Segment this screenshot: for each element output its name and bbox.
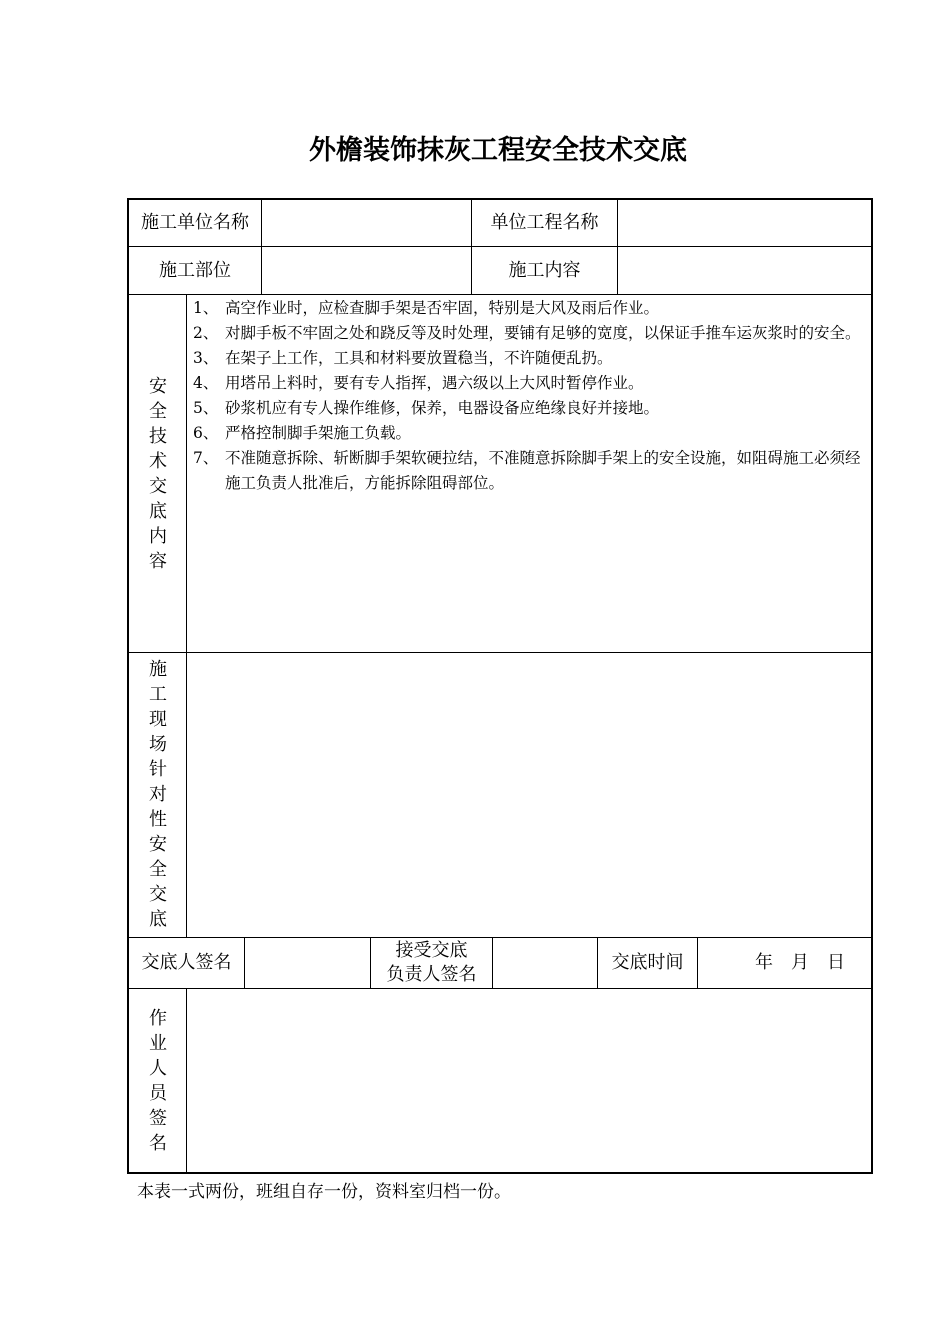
receiver-signature-label: 接受交底 负责人签名 [386,940,477,985]
safety-content-label: 安 全 技 术 交 底 内 容 [149,376,167,572]
construction-unit-field[interactable] [262,199,471,246]
list-item: 3、 在架子上工作，工具和材料要放置稳当，不许随便乱扔。 [193,349,613,367]
document-title: 外檐装饰抹灰工程安全技术交底 [309,135,687,166]
receiver-signature-field[interactable] [493,938,597,988]
list-item: 6、 严格控制脚手架施工负载。 [193,424,412,442]
table-divider [128,294,872,295]
list-item: 4、 用塔吊上料时，要有专人指挥，遇六级以上大风时暂停作业。 [193,374,644,392]
list-item: 2、 对脚手板不牢固之处和跷反等及时处理，要铺有足够的宽度，以保证手推车运灰浆时的安全。 [193,324,861,342]
workers-signature-field[interactable] [187,989,871,1172]
workers-signature-label: 作 业 人 员 签 名 [149,1008,167,1154]
discloser-signature-field[interactable] [245,938,370,988]
footer-note: 本表一式两份，班组自存一份，资料室归档一份。 [137,1182,511,1202]
construction-part-label: 施工部位 [159,259,231,281]
site-specific-label: 施 工 现 场 针 对 性 安 全 交 底 [149,659,167,930]
project-name-field[interactable] [618,199,871,246]
site-specific-field[interactable] [187,653,871,937]
list-item: 7、 不准随意拆除、斩断脚手架软硬拉结，不准随意拆除脚手架上的安全设施，如阻碍施工必须经施工负责人批准后，方能拆除阻碍部位。 [193,449,861,492]
disclosure-date-field[interactable]: 年 月 日 [755,952,845,973]
construction-content-label: 施工内容 [508,259,581,281]
list-item: 5、 砂浆机应有专人操作维修，保养，电器设备应绝缘良好并接地。 [193,399,660,417]
project-name-label: 单位工程名称 [490,211,599,233]
disclosure-time-label: 交底时间 [611,952,684,973]
discloser-signature-label: 交底人签名 [141,952,232,973]
construction-part-field[interactable] [262,247,471,294]
list-item: 1、 高空作业时，应检查脚手架是否牢固，特别是大风及雨后作业。 [193,299,660,317]
construction-content-field[interactable] [618,247,871,294]
safety-items-list [193,296,869,496]
construction-unit-label: 施工单位名称 [141,211,249,233]
